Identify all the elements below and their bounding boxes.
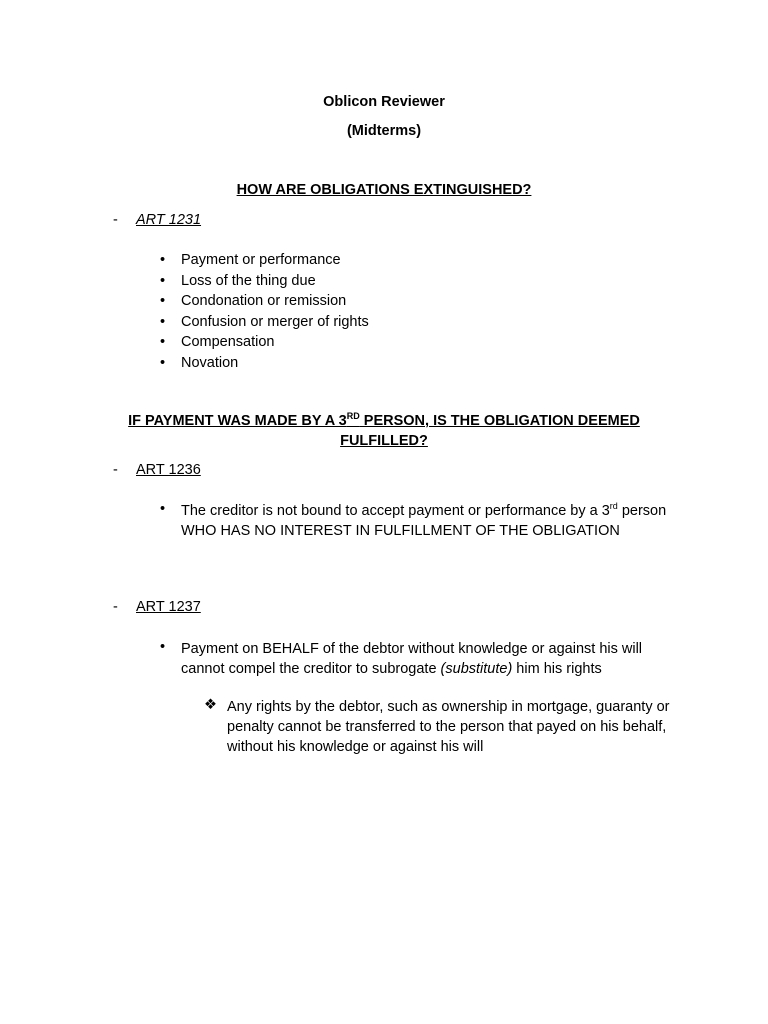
- section2-heading-part1: IF PAYMENT WAS MADE BY A 3: [128, 413, 347, 429]
- art1237-text-part2: him his rights: [512, 661, 602, 677]
- list-item-text: Novation: [181, 354, 239, 371]
- list-item-text: Confusion or merger of rights: [181, 313, 369, 330]
- list-item-text: Payment or performance: [181, 252, 341, 268]
- art1236-text-sup: rd: [609, 501, 618, 511]
- art1236-text-part2: person WHO HAS NO INTEREST IN FULFILLMENT OF THE OBLIGATION: [181, 503, 667, 539]
- list-item: [159, 250, 369, 271]
- section1-article: ART 1231: [136, 212, 202, 228]
- section2-heading-part2: PERSON, IS THE OBLIGATION DEEMED: [359, 413, 640, 429]
- diamond-bullet-icon: ❖: [204, 697, 217, 713]
- document-title: Oblicon Reviewer: [323, 94, 445, 110]
- list-item-text: Compensation: [181, 334, 275, 350]
- bullet-icon: •: [160, 639, 166, 655]
- bullet-icon: •: [160, 252, 166, 268]
- bullet-icon: •: [160, 354, 166, 371]
- document-subtitle: (Midterms): [346, 123, 422, 139]
- list-item: [159, 271, 369, 292]
- list-item-text: Condonation or remission: [181, 293, 347, 309]
- list-item: [159, 332, 369, 353]
- art1236-dash: -: [113, 462, 118, 478]
- section2-heading: [0, 413, 768, 429]
- list-item: [159, 291, 369, 312]
- section2-heading-sup: RD: [346, 411, 360, 421]
- art1237-text: [181, 639, 681, 679]
- bullet-icon: •: [160, 501, 166, 517]
- list-item: [159, 353, 369, 374]
- section1-dash: -: [113, 212, 118, 228]
- art1237-dash: -: [113, 599, 118, 615]
- list-item: [159, 312, 369, 333]
- art1236-text-part1: The creditor is not bound to accept payment or performance by a 3: [181, 503, 610, 519]
- art1236-text: [181, 501, 701, 541]
- bullet-icon: •: [160, 293, 166, 309]
- art1236-article: ART 1236: [136, 462, 201, 478]
- bullet-icon: •: [160, 334, 166, 350]
- bullet-icon: •: [160, 272, 166, 289]
- section1-list: [159, 250, 369, 373]
- list-item-text: Loss of the thing due: [181, 272, 316, 289]
- art1237-text-part1: Payment on BEHALF of the debtor without knowledge or against his will cannot compel the creditor to subrogate: [181, 641, 643, 677]
- art1237-article: ART 1237: [136, 599, 201, 615]
- section2-heading-line2: FULFILLED?: [340, 433, 428, 449]
- section1-heading: HOW ARE OBLIGATIONS EXTINGUISHED?: [236, 182, 532, 198]
- art1237-subpoint: Any rights by the debtor, such as ownership in mortgage, guaranty or penalty cannot be transferred to the person that payed on his behalf, without his knowledge or against his will: [227, 699, 670, 755]
- art1237-text-italic: (substitute): [440, 661, 513, 677]
- bullet-icon: •: [160, 313, 166, 330]
